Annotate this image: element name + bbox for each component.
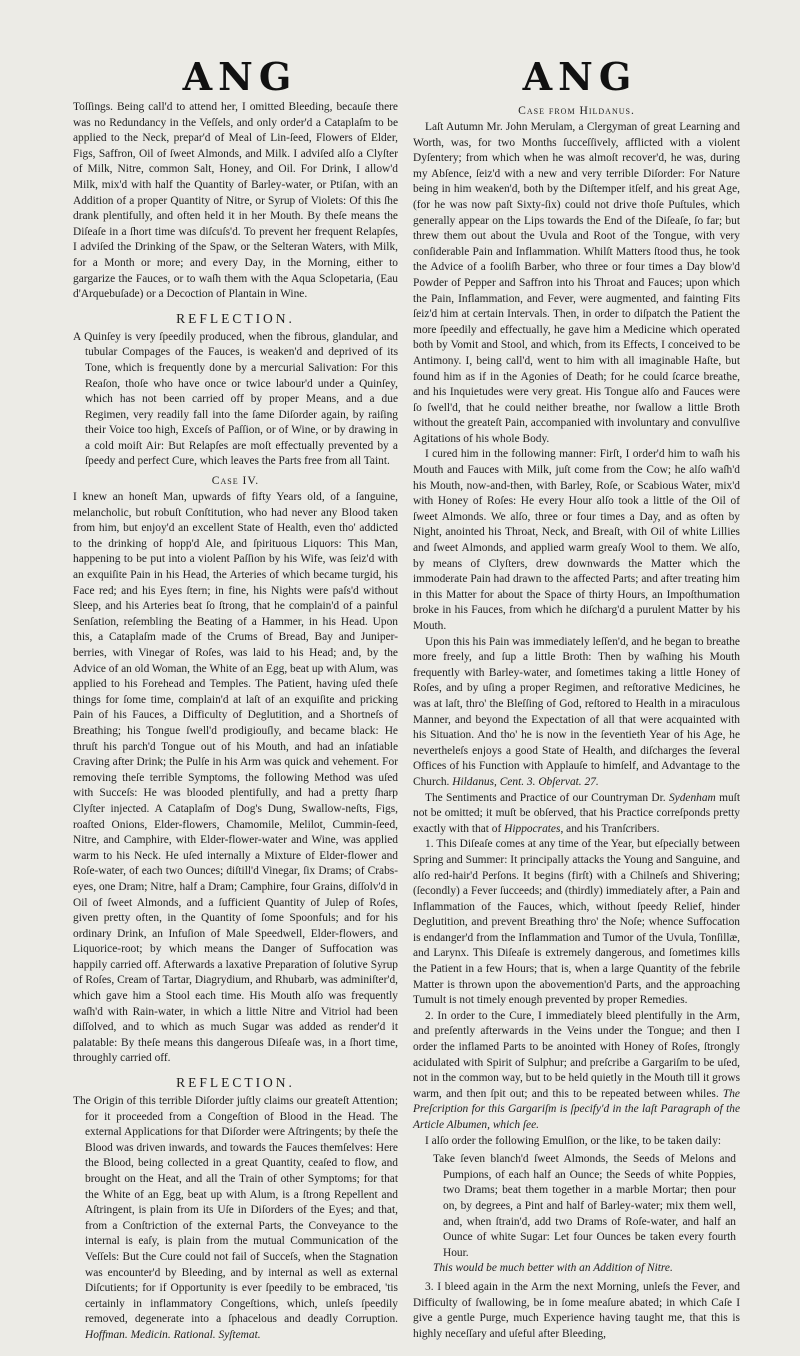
paragraph-text: The Origin of this terrible Diſorder juſtly claims our greateſt Attention; for it proceeded from a Congeſtion of Blood in the Head. The external Applications for that Diſorder were Aſtringents; by theſe the Blood was driven inwards, and towards the Fauces themſelves: Here the Blood, being collected in a great Quantity, ceaſed to flow, and brought on the Heat, and all the Train of other Symptoms; for that the White of an Egg, beat up with Alum, is a ſtrong Repellent and Aſtringent, is plain from its Uſe in Diſorders of the Eyes; and that, from a Conſtriction of the external Parts, the Conveyance to the internal is eaſy, is plain from the mutual Communication of the Veſſels: But the Cure could not fail of Succeſs, when the Stagnation was encounter'd by Bleeding, and by internal as well as external Diſcutients; for if Opportunity is ever ſpeedily to be embraced, 'tis certainly in inflammatory Congeſtions, which, unleſs ſpeedily removed, degenerate into a ſphacelous and deadly Corruption. (73, 1095, 398, 1326)
paragraph-text: 2. In order to the Cure, I immediately bleed plentifully in the Arm, and preſently afterwards in the Veins under the Tongue; and then I order the inflamed Parts to be anointed with Honey of Roſes, ſtrongly acidulated with Spirit of Sulphur; and preſcribe a Gargariſm to be uſed, not in the common way, but to be held quietly in the Mouth till it grows warm, and then ſpit out; and this to be repeated between whiles. (413, 1009, 740, 1100)
paragraph (413, 635, 740, 791)
prescription-text: Take ſeven blanch'd ſweet Almonds, the Seeds of Melons and Pumpions, of each half an Ounce; the Seeds of white Poppies, two Drams; beat them together in a marble Mortar; then pour on, by degrees, a Pint and half of Barley-water; mix them well, and, when ſtrain'd, add two Drams of Roſe-water, and half an Ounce of white Sugar: Let four Ounces be taken every fourth Hour. (433, 1153, 736, 1259)
paragraph: I knew an honeſt Man, upwards of fifty Years old, of a ſanguine, melancholic, but robuſt Conſtitution, who had never any Blood taken from him, but enjoy'd an excellent State of Health, even tho' addicted to the drinking of hopp'd Ale, and ſpirituous Liquors: This Man, happening to be put into a violent Paſſion by his Wife, was ſeiz'd with an exquiſite Pain in his Head, the Arteries of which became turgid, his Face red; and his Eyes ſtern; in fine, his Nights were paſs'd without Sleep, and his Arteries beat ſo ſtrong, that he complain'd of a painful Senſation, reſembling the Beating of a Hammer, in his Head. Upon this, a Cataplaſm made of the Crums of Bread, Bay and Juniper-berries, with Vinegar of Roſes, was laid to his Head; and, by the Advice of an old Woman, the White of an Egg, beat up with Alum, was applied to his Forehead and Temples. The Patient, having uſed theſe things for ſome time, complain'd at laſt of an exquiſite and pricking Pain of his Fauces, a Difficulty of Deglutition, and a Shortneſs of Breathing; his Tongue ſwell'd prodigiouſly, and became black: He thruſt his parch'd Tongue out of his Mouth, and had an inſatiable Craving after Drink; the Pulſe in his Arm was quick and vehement. For removing theſe terrible Symptoms, the following Method was uſed with Succeſs: He was blooded plentifully, and had a pretty ſharp Clyſter injected. A Cataplaſm of Dog's Dung, Swallow-neſts, Figs, roaſted Onions, Elder-flowers, Chamomile, Melilot, Cummin-ſeed, Nitre, and Camphire, with Elder-flower-water and Wine, was applied warm to his Neck. He uſed internally a Mixture of Elder-flower and Roſe-water, of each two Ounces; diſtill'd Vinegar, ſix Drams; of Crabs-eyes, one Dram; Nitre, half a Dram; Camphire, four Grains, diſſolv'd in Oil of ſweet Almonds, and a ſufficient Quantity of Julep of Roſes, given pretty often, in the Quantity of ſome Spoonfuls; and for his ordinary Drink, an Infuſion of Male Speedwell, Elder-flowers, and Liquorice-root; by which means the Danger of Suffocation was happily carried off. Afterwards a laxative Preparation of ſolutive Syrup of Roſes, Cream of Tartar, Diagrydium, and Rhubarb, was adminiſter'd, which gave him a Stool each time. His Mouth alſo was frequently waſh'd with Rain-water, in which a little Nitre and Vitriol had been diſſolved, and to which as much Sugar was added as render'd it palatable: By theſe means this dangerous Diſeaſe was, in a ſhort time, throughly carried off. (73, 491, 398, 1065)
paragraph: A Quinſey is very ſpeedily produced, when the fibrous, glandular, and tubular Compages of the Fauces, is weaken'd and deprived of its Tone, which is frequently done by a mercurial Salivation: For this Reaſon, thoſe who have once or twice labour'd under a Quinſey, which has not been carried off by proper Means, and a due Regimen, very readily fall into the ſame Diſorder again, by raiſing their Voice too high, Exceſs of Paſſion, or of Wine, or by drawing in a cold moiſt Air: But Relapſes are moſt effectually prevented by a ſpeedy and perfect Cure, which leaves the Parts free from all Taint. (73, 330, 398, 468)
prescription-block (423, 1152, 740, 1277)
running-head-left: ANG (182, 54, 298, 99)
paragraph-text: , and his Tranſcribers. (560, 822, 660, 835)
paragraph: Laſt Autumn Mr. John Merulam, a Clergyman of great Learning and Worth, was, for two Months ſucceſſively, afflicted with a violent Dyſentery; from which when he was almoſt recover'd, he was, during my Abſence, ſeiz'd with a new and very terrible Diſorder: For Nature being in him weaken'd, both by the Diſtemper itſelf, and his great Age, (for he was now paſt Sixty-ſix) could not drive thoſe Puſtules, which generally appear on the Lips towards the End of the Diſeaſe, ſo far; but threw them out about the Uvula and Root of the Tongue, with very conſiderable Pain and Inflammation. Whilſt Matters ſtood thus, he took the Advice of a fooliſh Barber, who three or four times a Day blow'd Powder of Pepper and Saffron into his Throat and Fauces; upon which the Pain, Inflammation, and Fever, were augmented, and fainting Fits ſeiz'd him at certain Intervals. Then, in order to diſpatch the Patient the more ſpeedily and effectually, he gave him a Medicine which operated both by Vomit and Stool, and which, from its Effects, I conceived to be Antimony. I, being call'd, went to him with all imaginable Haſte, but found him as if in the Agonies of Death; for he could ſcarce breathe, and his Inquietudes were very great. His Tongue alſo and Fauces were ſo ſwell'd, that he could neither breathe, nor ſwallow a little Broth without the greateſt Pain, accompanied with involuntary and convulſive Agitations of his whole Body. (413, 121, 740, 445)
paragraph: Toſſings. Being call'd to attend her, I omitted Bleeding, becauſe there was no Redundancy in the Veſſels, and only order'd a Cataplaſm to be applied to the Neck, prepar'd of Meal of Lin-ſeed, Flowers of Elder, Figs, Saffron, Oil of ſweet Almonds, and Milk. I adviſed alſo a Clyſter of Milk, Nitre, common Salt, Honey, and Oil. For Drink, I allow'd Milk, mix'd with half the Quantity of Barley-water, or Ptiſan, with an Addition of a proper Quantity of Nitre, or Syrup of Violets: Of this ſhe drank plentifully, and often held it in her Mouth. By theſe means the Diſeaſe in a ſhort time was diſcuſs'd. To prevent her frequent Relapſes, I adviſed the Drinking of the Spaw, or the Selteran Waters, with Milk, for a Month or more; and every Day, in the Morning, either to gargarize the Fauces, or to waſh them with the Aqua Sclopetaria, (Eau d'Arquebuſade) or a Decoction of Plantain in Wine. (73, 101, 398, 301)
section-title: REFLECTION. (176, 310, 295, 326)
paragraph-text: muſt not be omitted; it muſt be obſerved, that his Practice correſponds pretty exactly with that of (413, 791, 740, 835)
paragraph (73, 1094, 398, 1344)
running-head-right: ANG (522, 54, 638, 99)
numbered-paragraph: 1. This Diſeaſe comes at any time of the Year, but eſpecially between Spring and Summer: It principally attacks the Young and Sanguine, and alſo red-hair'd Perſons. It begins (firſt) with a Chilneſs and Shivering; (ſecondly) a Fever ſucceeds; and (thirdly) immediately after, a Pain and Inflammation of the Fauces, which, without ſpeedy Relief, hinder Deglutition, and prevent Breathing thro' the Noſe; whence Suffocation is endanger'd from the Inflammation and Tumor of the Uvula, Tonſillæ, and Larynx. This Diſeaſe is extremely dangerous, and ſometimes kills the Patient in a few Hours; that is, when a large Quantity of the febrile Matter is thrown upon the abovemention'd Parts, and the approaching Tumult is not timely enough prevented by proper Remedies. (413, 838, 740, 1007)
left-column (73, 100, 398, 1341)
person-name: Sydenham (668, 791, 716, 804)
numbered-paragraph: 3. I bleed again in the Arm the next Morning, unleſs the Fever, and Difficulty of ſwallowing, be in ſome meaſure abated; in which Caſe I give a gentle Purge, much Experience having taught me, that this is highly neceſſary and uſeful after Bleeding, (413, 1280, 740, 1340)
right-column (413, 100, 740, 1348)
paragraph-text: Upon this his Pain was immediately leſſen'd, and he began to breathe more freely, and ſup a little Broth: Then by waſhing his Mouth frequently with Barley-water, and ſometimes taking a little Honey of Roſes, and by uſing a proper Regimen, and reſtorative Medicines, he was at laſt, thro' the Bleſſing of God, reſtored to Health in a miraculous Manner, and beyond the Expectation of all that were acquainted with his Situation. And tho' he is now in the ſeventieth Year of his Age, he nevertheleſs enjoys a good State of Health, and diſcharges the ſeveral Offices of his Function with Applauſe to himſelf, and Advantage to the Church. (413, 635, 740, 788)
paragraph: I alſo order the following Emulſion, or the like, to be taken daily: (425, 1134, 722, 1147)
section-title: REFLECTION. (176, 1075, 295, 1091)
case-heading: Case IV. (211, 474, 260, 488)
paragraph (413, 791, 740, 838)
person-name: Hippocrates (504, 822, 561, 835)
prescription-note: This would be much better with an Addition of Nitre. (433, 1262, 673, 1275)
case-heading: Case from Hildanus. (518, 104, 635, 117)
citation: Hildanus, Cent. 3. Obſervat. 27. (452, 775, 599, 788)
paragraph-text: The Sentiments and Practice of our Countryman Dr. (425, 791, 669, 804)
italic-note: The Preſcription for this Gargariſm is ſpecify'd in the laſt Paragraph of the Article Albumen, which ſee. (413, 1087, 740, 1131)
paragraph: I cured him in the following manner: Firſt, I order'd him to waſh his Mouth and Fauces with Milk, juſt come from the Cow; he alſo waſh'd his Mouth, now-and-then, with Barley, Roſe, or Scabious Water, mix'd with Honey of Roſes: He every Hour alſo took a little of the Oil of ſweet Almonds. We alſo, three or four times a Day, and as often by Night, anointed his Throat, Neck, and Breaſt, with Oil of white Lillies and ſweet Almonds, and applied warm greaſy Wool to them. We alſo, by means of Clyſters, drew downwards the Matter which the immoderate Pain had drawn to the affected Parts; and after treating him in this Matter for about the Space of thirty Hours, an Impoſthumation broke in his Fauces, from which he diſcharg'd a purulent Matter by his Mouth. (413, 448, 740, 632)
citation: Hoffman. Medicin. Rational. Syſtemat. (85, 1328, 261, 1341)
numbered-paragraph (413, 1009, 740, 1134)
